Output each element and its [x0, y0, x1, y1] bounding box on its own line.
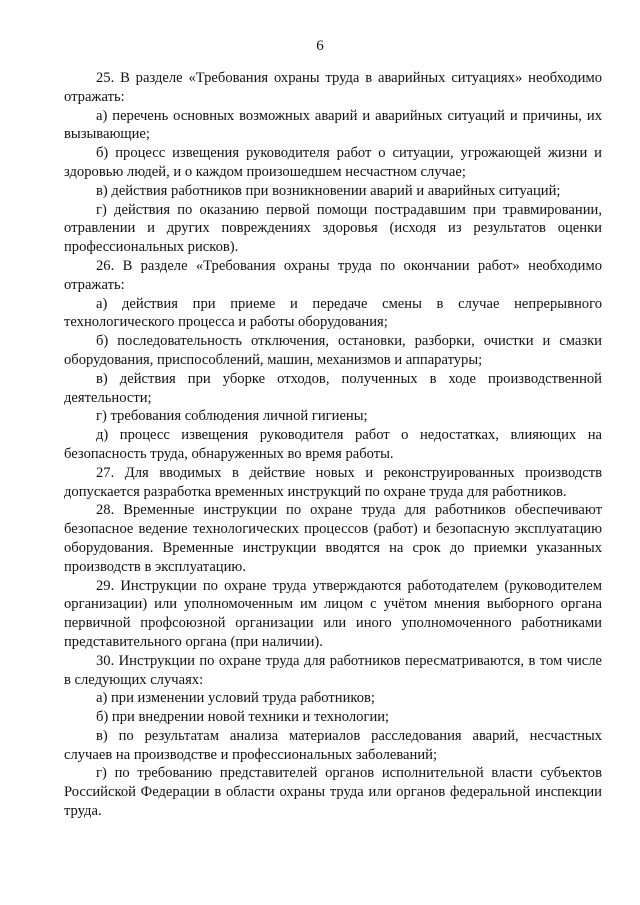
- paragraph-26-v: в) действия при уборке отходов, полученных в ходе производственной деятельности;: [64, 370, 602, 406]
- paragraph-25-a: а) перечень основных возможных аварий и аварийных ситуаций и причины, их вызывающие;: [64, 107, 602, 143]
- paragraph-27: 27. Для вводимых в действие новых и реконструированных производств допускается разработка временных инструкций по охране труда для работников.: [64, 464, 602, 500]
- paragraph-30-a: а) при изменении условий труда работников;: [96, 690, 375, 707]
- paragraph-25-g: г) действия по оказанию первой помощи пострадавшим при травмировании, отравлении и других повреждениях здоровья (исходя из результатов оценки профессиональных рисков).: [64, 201, 602, 256]
- paragraph-30: 30. Инструкции по охране труда для работников пересматриваются, в том числе в следующих случаях:: [64, 652, 602, 688]
- paragraph-29: 29. Инструкции по охране труда утверждаются работодателем (руководителем организации) или уполномоченным им лицом с учётом мнения выборного органа первичной профсоюзной организации или иного уполномоченного работниками представительного органа (при наличии).: [64, 577, 602, 650]
- document-body: [64, 69, 602, 821]
- paragraph-25: 25. В разделе «Требования охраны труда в аварийных ситуациях» необходимо отражать:: [64, 70, 602, 105]
- paragraph-26-b: б) последовательность отключения, остановки, разборки, очистки и смазки оборудования, приспособлений, машин, механизмов и аппаратуры;: [64, 333, 602, 368]
- paragraph-30-v: в) по результатам анализа материалов расследования аварий, несчастных случаев на производстве и профессиональных заболеваний;: [64, 727, 602, 763]
- paragraph-28: 28. Временные инструкции по охране труда для работников обеспечивают безопасное ведение технологических процессов (работ) и безопасную эксплуатацию оборудования. Временные инструкции вводятся на срок до приемки указанных производств в эксплуатацию.: [64, 502, 602, 575]
- paragraph-30-b: б) при внедрении новой техники и технологии;: [96, 709, 390, 726]
- paragraph-25-b: б) процесс извещения руководителя работ о ситуации, угрожающей жизни и здоровью людей, и о каждом произошедшем несчастном случае;: [64, 145, 602, 180]
- paragraph-25-v: в) действия работников при возникновении аварий и аварийных ситуаций;: [96, 182, 561, 199]
- paragraph-26: 26. В разделе «Требования охраны труда по окончании работ» необходимо отражать:: [64, 257, 602, 293]
- paragraph-26-a: а) действия при приеме и передаче смены в случае непрерывного технологического процесса и работы оборудования;: [64, 295, 602, 331]
- paragraph-30-g: г) по требованию представителей органов исполнительной власти субъектов Российской Федерации в области охраны труда или органов федеральной инспекции труда.: [64, 765, 602, 820]
- paragraph-26-d: д) процесс извещения руководителя работ о недостатках, влияющих на безопасность труда, обнаруженных во время работы.: [64, 427, 602, 462]
- page-number: 6: [316, 38, 324, 54]
- paragraph-26-g: г) требования соблюдения личной гигиены;: [96, 408, 368, 425]
